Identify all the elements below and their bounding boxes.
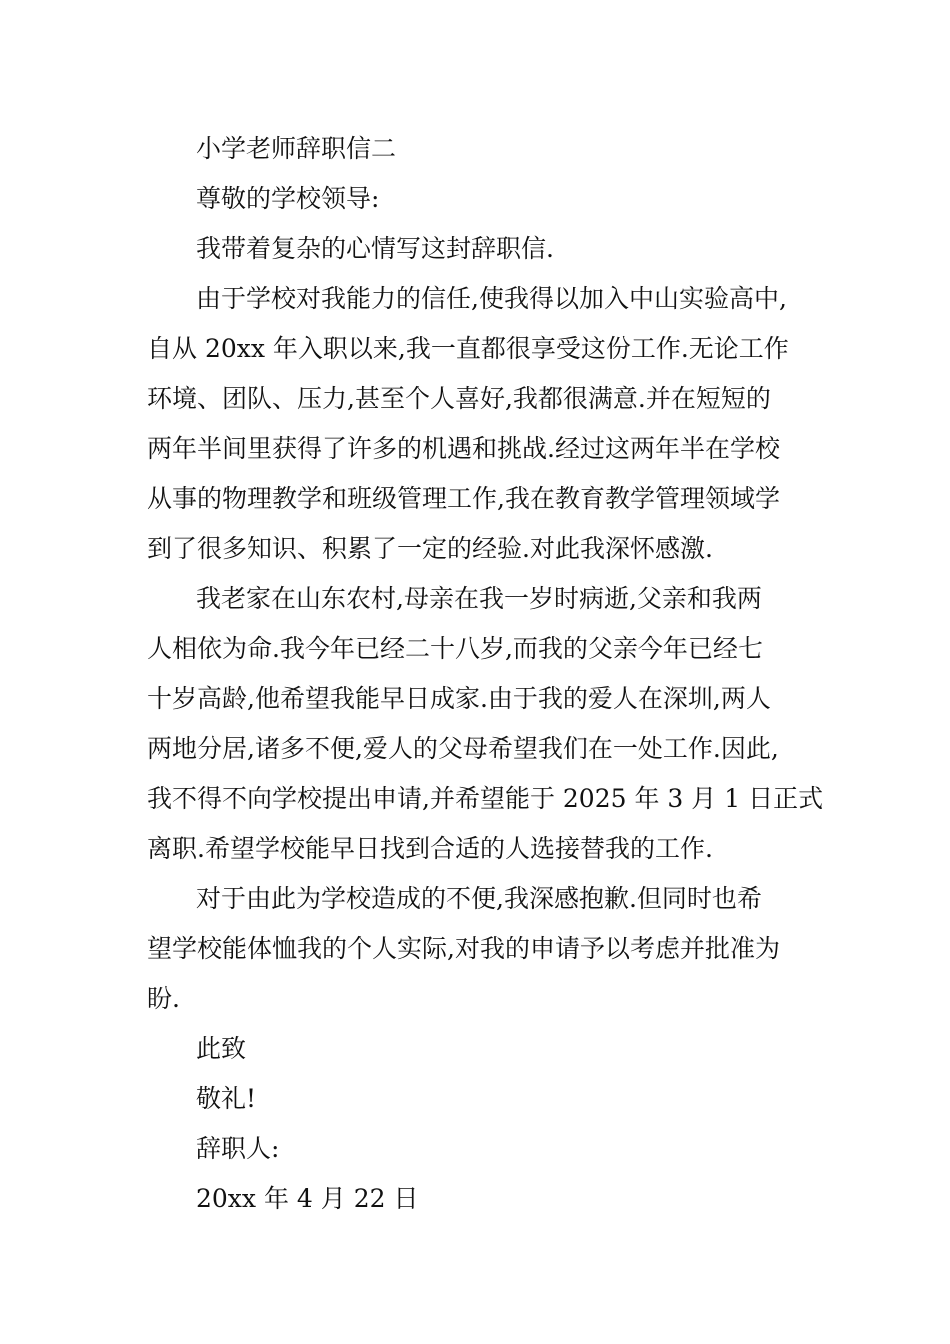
paragraph-line: 自从 20xx 年入职以来,我一直都很享受这份工作.无论工作 — [147, 334, 789, 363]
paragraph-line: 两地分居,诸多不便,爱人的父母希望我们在一处工作.因此, — [147, 734, 779, 763]
signature-label: 辞职人: — [196, 1134, 280, 1163]
closing-1: 此致 — [196, 1034, 247, 1063]
paragraph-line: 盼. — [147, 984, 180, 1013]
salutation: 尊敬的学校领导: — [196, 184, 380, 213]
paragraph-line: 我不得不向学校提出申请,并希望能于 2025 年 3 月 1 日正式 — [147, 784, 824, 813]
closing-2: 敬礼! — [196, 1084, 257, 1113]
intro-line: 我带着复杂的心情写这封辞职信. — [196, 234, 554, 263]
letter-title: 小学老师辞职信二 — [196, 134, 397, 163]
paragraph-line: 到了很多知识、积累了一定的经验.对此我深怀感激. — [147, 534, 713, 563]
paragraph-line: 从事的物理教学和班级管理工作,我在教育教学管理领域学 — [147, 484, 780, 513]
paragraph-line: 由于学校对我能力的信任,使我得以加入中山实验高中, — [196, 284, 787, 313]
paragraph-line: 我老家在山东农村,母亲在我一岁时病逝,父亲和我两 — [196, 584, 762, 613]
paragraph-line: 望学校能体恤我的个人实际,对我的申请予以考虑并批准为 — [147, 934, 780, 963]
paragraph-line: 离职.希望学校能早日找到合适的人选接替我的工作. — [147, 834, 713, 863]
paragraph-line: 对于由此为学校造成的不便,我深感抱歉.但同时也希 — [196, 884, 762, 913]
paragraph-line: 环境、团队、压力,甚至个人喜好,我都很满意.并在短短的 — [147, 384, 771, 413]
letter-date: 20xx 年 4 月 22 日 — [196, 1184, 419, 1213]
paragraph-line: 两年半间里获得了许多的机遇和挑战.经过这两年半在学校 — [147, 434, 780, 463]
paragraph-line: 十岁高龄,他希望我能早日成家.由于我的爱人在深圳,两人 — [147, 684, 771, 713]
paragraph-line: 人相依为命.我今年已经二十八岁,而我的父亲今年已经七 — [147, 634, 763, 663]
